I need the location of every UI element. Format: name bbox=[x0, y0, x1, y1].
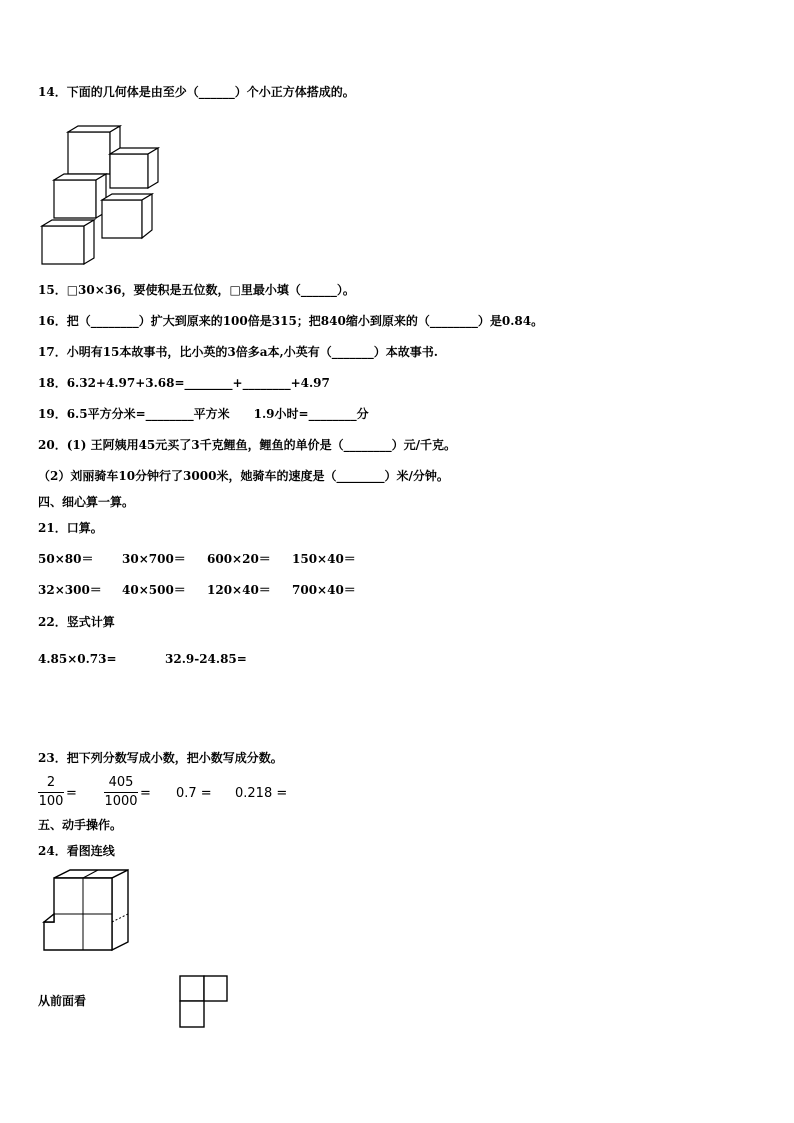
oral-calc-item: 700×40＝ bbox=[292, 583, 356, 597]
vertical-calc-item: 4.85×0.73= bbox=[38, 652, 117, 666]
question-20-part-1: 20．(1) 王阿姨用45元买了3千克鲤鱼，鲤鱼的单价是（________）元/千克。 bbox=[38, 438, 457, 452]
oral-calc-item: 32×300＝ bbox=[38, 583, 102, 597]
oral-calc-item: 50×80＝ bbox=[38, 552, 94, 566]
question-24-title: 24．看图连线 bbox=[38, 844, 115, 858]
equals-sign: = bbox=[66, 786, 77, 801]
question-15: 15．□30×36，要使积是五位数，□里最小填（______）。 bbox=[38, 283, 355, 297]
fraction-bar bbox=[38, 792, 64, 793]
oral-calc-item: 600×20＝ bbox=[207, 552, 271, 566]
question-21-title: 21．口算。 bbox=[38, 521, 103, 535]
equals-sign: = bbox=[140, 786, 151, 801]
l-shaped-solid-figure bbox=[40, 868, 136, 964]
question-22-title: 22．竖式计算 bbox=[38, 615, 115, 629]
view-label-front: 从前面看 bbox=[38, 994, 87, 1008]
question-14: 14．下面的几何体是由至少（______）个小正方体搭成的。 bbox=[38, 85, 355, 99]
section-5-heading: 五、动手操作。 bbox=[38, 818, 123, 832]
decimal-to-fraction-item: 0.218 = bbox=[235, 786, 288, 801]
cube-stack-figure bbox=[38, 122, 168, 272]
front-view-grid bbox=[179, 975, 229, 1029]
section-4-heading: 四、细心算一算。 bbox=[38, 495, 135, 509]
fraction-405-over-1000 bbox=[104, 775, 138, 810]
fraction-denominator: 100 bbox=[38, 794, 64, 809]
oral-calc-item: 40×500＝ bbox=[122, 583, 186, 597]
fraction-bar bbox=[104, 792, 138, 793]
question-17: 17．小明有15本故事书，比小英的3倍多a本,小英有（_______）本故事书. bbox=[38, 345, 438, 359]
fraction-denominator: 1000 bbox=[104, 794, 138, 809]
oral-calc-item: 120×40＝ bbox=[207, 583, 271, 597]
question-19: 19．6.5平方分米=________平方米 1.9小时=________分 bbox=[38, 407, 369, 421]
fraction-2-over-100 bbox=[38, 775, 64, 810]
fraction-numerator: 405 bbox=[108, 775, 134, 790]
oral-calc-item: 150×40＝ bbox=[292, 552, 356, 566]
question-16: 16．把（________）扩大到原来的100倍是315；把840缩小到原来的（________）是0.84。 bbox=[38, 314, 544, 328]
question-23-title: 23．把下列分数写成小数，把小数写成分数。 bbox=[38, 751, 283, 765]
question-18: 18．6.32+4.97+3.68=________+________+4.97 bbox=[38, 376, 330, 390]
oral-calc-item: 30×700＝ bbox=[122, 552, 186, 566]
fraction-numerator: 2 bbox=[46, 775, 56, 790]
decimal-to-fraction-item: 0.7 = bbox=[176, 786, 212, 801]
vertical-calc-item: 32.9-24.85= bbox=[165, 652, 247, 666]
question-20-part-2: （2）刘丽骑车10分钟行了3000米，她骑车的速度是（________）米/分钟。 bbox=[38, 469, 449, 483]
